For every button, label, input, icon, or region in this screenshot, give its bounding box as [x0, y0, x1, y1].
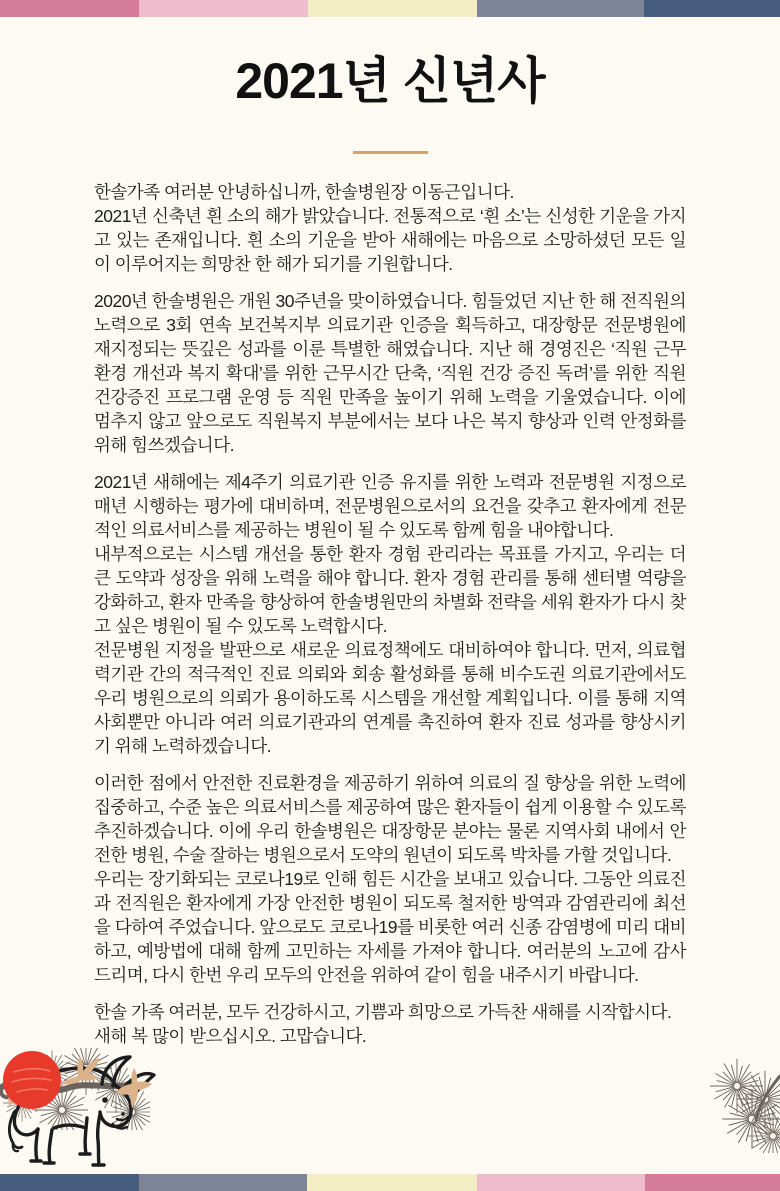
- letter-paragraph: 2021년 새해에는 제4주기 의료기관 인증 유지를 위한 노력과 전문병원 지정으로 매년 시행하는 평가에 대비하며, 전문병원으로서의 요건을 갖추고 환자에게 전문적인 의료서비스를 제공하는 병원이 될 수 있도록 함께 힘을 내야합니다.: [94, 472, 686, 540]
- band-segment-grayblue: [139, 1174, 307, 1191]
- top-color-band: [0, 0, 780, 17]
- bottom-color-band: [0, 1174, 780, 1191]
- title-divider: [353, 151, 428, 154]
- letter-paragraph: 전문병원 지정을 발판으로 새로운 의료정책에도 대비하여야 합니다. 먼저, 의료협력기관 간의 적극적인 진료 의뢰와 회송 활성화를 통해 비수도권 의료기관에서도 우리 병원으로의 의뢰가 용이하도록 시스템을 개선할 계획입니다. 이를 통해 지역사회뿐만 아니라 여러 의료기관과의 연계를 촉진하여 환자 진료 성과를 향상시키기 위해 노력하겠습니다.: [94, 640, 686, 756]
- letter-body: [94, 180, 686, 1048]
- letter-paragraph: 내부적으로는 시스템 개선을 통한 환자 경험 관리라는 목표를 가지고, 우리는 더 큰 도약과 성장을 위해 노력을 해야 합니다. 환자 경험 관리를 통해 센터별 역량을 강화하고, 환자 만족을 향상하여 한솔병원만의 차별화 전략을 세워 환자가 다시 찾고 싶은 병원이 될 수 있도록 노력합시다.: [94, 544, 686, 636]
- letter-paragraph: 새해 복 많이 받으십시오. 고맙습니다.: [94, 1026, 367, 1046]
- band-segment-rose: [645, 1174, 780, 1191]
- letter-paragraph: 2020년 한솔병원은 개원 30주년을 맞이하였습니다. 힘들었던 지난 한 해 전직원의 노력으로 3회 연속 보건복지부 의료기관 인증을 획득하고, 대장항문 전문병원에 재지정되는 뜻깊은 성과를 이룬 특별한 해였습니다. 지난 해 경영진은 ‘직원 근무환경 개선과 복지 확대’를 위한 근무시간 단축, ‘직원 건강 증진 독려’를 위한 직원 건강증진 프로그램 운영 등 직원 만족을 높이기 위해 노력을 기울였습니다. 이에 멈추지 않고 앞으로도 직원복지 부분에서는 보다 나은 복지 향상과 인력 안정화를 위해 힘쓰겠습니다.: [94, 291, 686, 455]
- red-sun-illustration: [0, 1048, 64, 1112]
- band-segment-pink: [139, 0, 308, 17]
- band-segment-pink: [477, 1174, 645, 1191]
- letter-block-2020-review: [94, 289, 686, 457]
- letter-paragraph: 한솔가족 여러분 안녕하십니까, 한솔병원장 이동근입니다.: [94, 182, 514, 202]
- letter-paragraph: 이러한 점에서 안전한 진료환경을 제공하기 위하여 의료의 질 향상을 위한 노력에 집중하고, 수준 높은 의료서비스를 제공하여 많은 환자들이 쉽게 이용할 수 있도록 추진하겠습니다. 이에 우리 한솔병원은 대장항문 분야는 물론 지역사회 내에서 안전한 병원, 수술 잘하는 병원으로서 도약의 원년이 되도록 박차를 가할 것입니다.: [94, 773, 686, 865]
- pine-needles-corner-illustration: [698, 1048, 780, 1153]
- letter-paragraph: 우리는 장기화되는 코로나19로 인해 힘든 시간을 보내고 있습니다. 그동안 의료진과 전직원은 환자에게 가장 안전한 병원이 되도록 철저한 방역과 감염관리에 최선을 다하여 주었습니다. 앞으로도 코로나19를 비롯한 여러 신종 감염병에 미리 대비하고, 예방법에 대해 함께 고민하는 자세를 가져야 합니다. 여러분의 노고에 감사드리며, 다시 한번 우리 모두의 안전을 위하여 같이 힘을 내주시기 바랍니다.: [94, 869, 686, 985]
- band-segment-navy: [0, 1174, 139, 1191]
- letter-block-closing: [94, 1000, 686, 1048]
- band-segment-grayblue: [477, 0, 644, 17]
- page-title: 2021년 신년사: [235, 53, 545, 109]
- letter-paragraph: 한솔 가족 여러분, 모두 건강하시고, 기쁨과 희망으로 가득찬 새해를 시작합시다.: [94, 1002, 672, 1022]
- letter-block-2021-goals: [94, 470, 686, 758]
- band-segment-cream: [308, 0, 477, 17]
- band-segment-navy: [644, 0, 780, 17]
- letter-block-greeting: [94, 180, 686, 276]
- letter-block-safety-covid: [94, 771, 686, 987]
- band-segment-rose: [0, 0, 139, 17]
- band-segment-cream: [307, 1174, 477, 1191]
- letter-paragraph: 2021년 신축년 흰 소의 해가 밝았습니다. 전통적으로 ‘흰 소’는 신성한 기운을 가지고 있는 존재입니다. 흰 소의 기운을 받아 새해에는 마음으로 소망하셨던 모든 일이 이루어지는 희망찬 한 해가 되기를 기원합니다.: [94, 206, 686, 274]
